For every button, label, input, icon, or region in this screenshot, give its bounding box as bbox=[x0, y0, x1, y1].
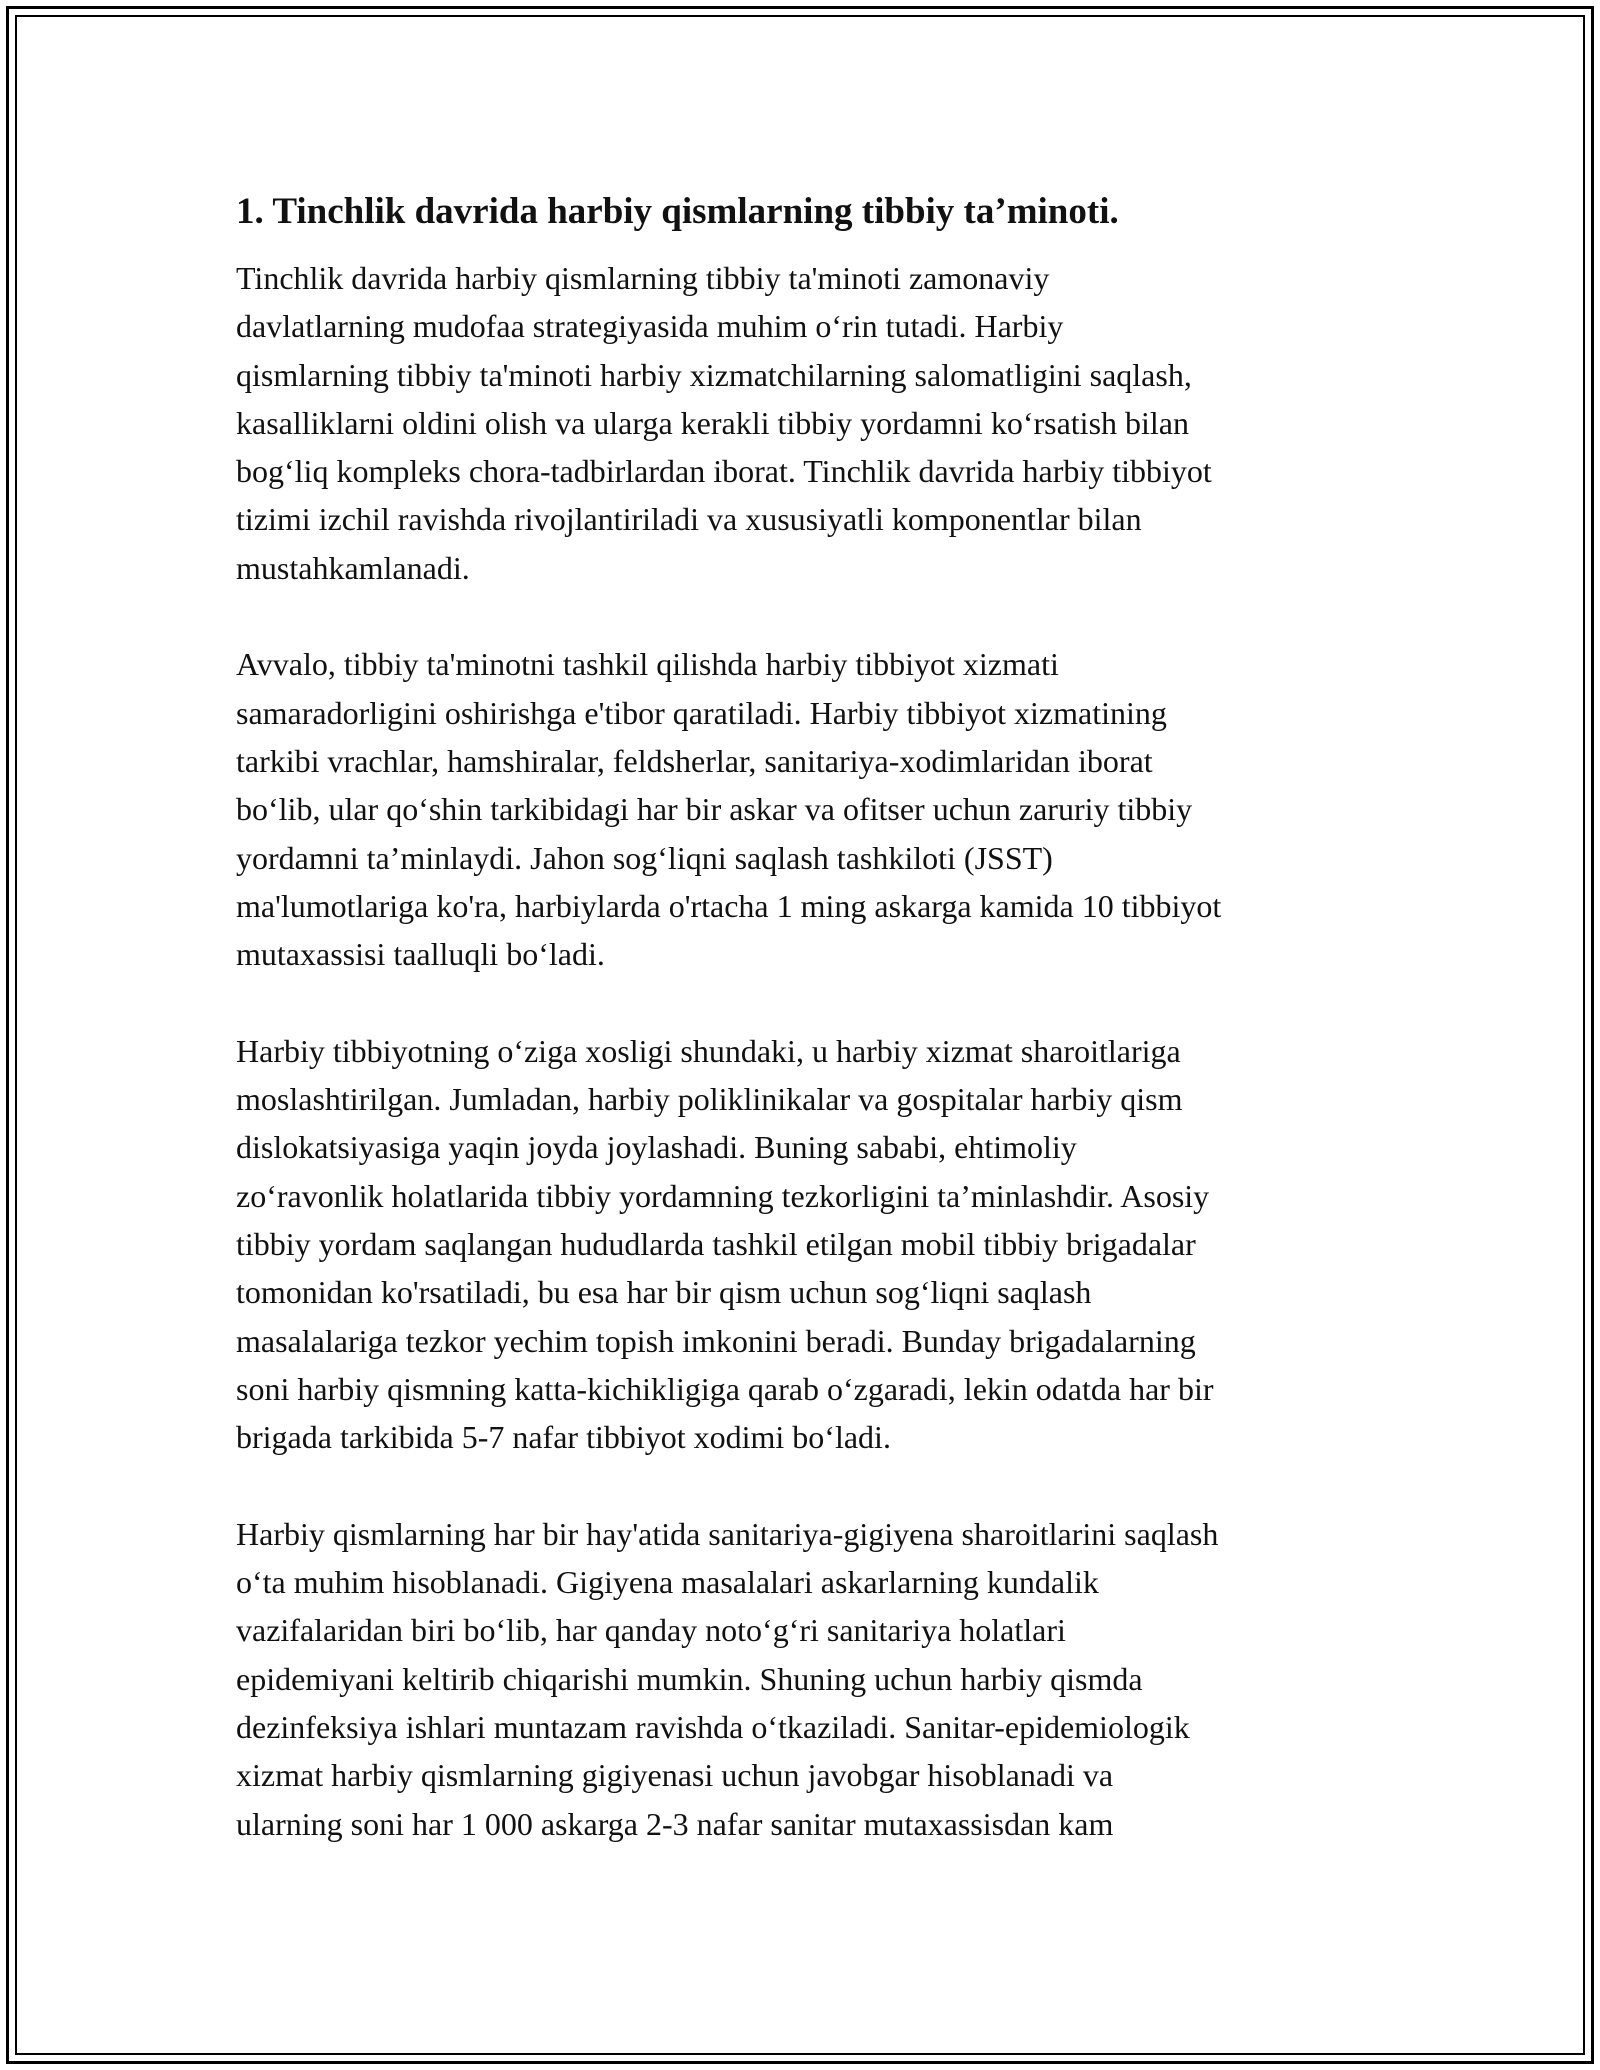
text-line: moslashtirilgan. Jumladan, harbiy poliklinikalar va gospitalar harbiy qism bbox=[236, 1081, 1183, 1118]
paragraph-2 bbox=[236, 640, 1396, 978]
text-line: Harbiy tibbiyotning o‘ziga xosligi shundaki, u harbiy xizmat sharoitlariga bbox=[236, 1032, 1181, 1069]
text-line: mutaxassisi taalluqli bo‘ladi. bbox=[236, 936, 605, 973]
text-line: masalalariga tezkor yechim topish imkonini beradi. Bunday brigadalarning bbox=[236, 1322, 1196, 1359]
text-line: qismlarning tibbiy ta'minoti harbiy xizmatchilarning salomatligini saqlash, bbox=[236, 356, 1192, 393]
text-line: ma'lumotlariga ko'ra, harbiylarda o'rtacha 1 ming askarga kamida 10 tibbiyot bbox=[236, 887, 1222, 924]
text-line: kasalliklarni oldini olish va ularga kerakli tibbiy yordamni ko‘rsatish bilan bbox=[236, 404, 1189, 441]
text-line: brigada tarkibida 5-7 nafar tibbiyot xodimi bo‘ladi. bbox=[236, 1419, 891, 1456]
document-body bbox=[236, 186, 1396, 1848]
text-line: tomonidan ko'rsatiladi, bu esa har bir qism uchun sog‘liqni saqlash bbox=[236, 1274, 1092, 1311]
text-line: bo‘lib, ular qo‘shin tarkibidagi har bir askar va ofitser uchun zaruriy tibbiy bbox=[236, 791, 1193, 828]
text-line: dislokatsiyasiga yaqin joyda joylashadi. Buning sababi, ehtimoliy bbox=[236, 1129, 1077, 1166]
text-line: tizimi izchil ravishda rivojlantiriladi va xususiyatli komponentlar bilan bbox=[236, 501, 1142, 538]
text-line: epidemiyani keltirib chiqarishi mumkin. Shuning uchun harbiy qismda bbox=[236, 1660, 1143, 1697]
paragraph-1 bbox=[236, 254, 1396, 592]
text-line: ularning soni har 1 000 askarga 2-3 nafar sanitar mutaxassisdan kam bbox=[236, 1805, 1114, 1842]
paragraph-spacer bbox=[236, 978, 1396, 1026]
text-line: bog‘liq kompleks chora-tadbirlardan iborat. Tinchlik davrida harbiy tibbiyot bbox=[236, 453, 1212, 490]
text-line: Avvalo, tibbiy ta'minotni tashkil qilishda harbiy tibbiyot xizmati bbox=[236, 646, 1059, 683]
paragraph-spacer bbox=[236, 592, 1396, 640]
paragraph-4 bbox=[236, 1510, 1396, 1848]
text-line: Tinchlik davrida harbiy qismlarning tibbiy ta'minoti zamonaviy bbox=[236, 260, 1050, 296]
text-line: dezinfeksiya ishlari muntazam ravishda o‘tkaziladi. Sanitar-epidemiologik bbox=[236, 1708, 1190, 1745]
text-line: zo‘ravonlik holatlarida tibbiy yordamning tezkorligini ta’minlashdir. Asosiy bbox=[236, 1177, 1210, 1214]
text-line: tibbiy yordam saqlangan hududlarda tashkil etilgan mobil tibbiy brigadalar bbox=[236, 1225, 1196, 1262]
text-line: mustahkamlanadi. bbox=[236, 549, 470, 586]
text-line: xizmat harbiy qismlarning gigiyenasi uchun javobgar hisoblanadi va bbox=[236, 1757, 1114, 1794]
text-line: davlatlarning mudofaa strategiyasida muhim o‘rin tutadi. Harbiy bbox=[236, 308, 1064, 345]
text-line: yordamni ta’minlaydi. Jahon sog‘liqni saqlash tashkiloti (JSST) bbox=[236, 839, 1053, 876]
text-line: samaradorligini oshirishga e'tibor qaratiladi. Harbiy tibbiyot xizmatining bbox=[236, 694, 1167, 731]
section-heading: 1. Tinchlik davrida harbiy qismlarning tibbiy ta’minoti. bbox=[236, 191, 1119, 232]
text-line: tarkibi vrachlar, hamshiralar, feldsherlar, sanitariya-xodimlaridan iborat bbox=[236, 742, 1153, 779]
paragraph-3 bbox=[236, 1027, 1396, 1462]
paragraph-spacer bbox=[236, 1461, 1396, 1509]
text-line: o‘ta muhim hisoblanadi. Gigiyena masalalari askarlarning kundalik bbox=[236, 1564, 1099, 1601]
text-line: soni harbiy qismning katta-kichikligiga qarab o‘zgaradi, lekin odatda har bir bbox=[236, 1370, 1214, 1407]
text-line: Harbiy qismlarning har bir hay'atida sanitariya-gigiyena sharoitlarini saqlash bbox=[236, 1515, 1219, 1552]
text-line: vazifalaridan biri bo‘lib, har qanday noto‘g‘ri sanitariya holatlari bbox=[236, 1612, 1066, 1649]
